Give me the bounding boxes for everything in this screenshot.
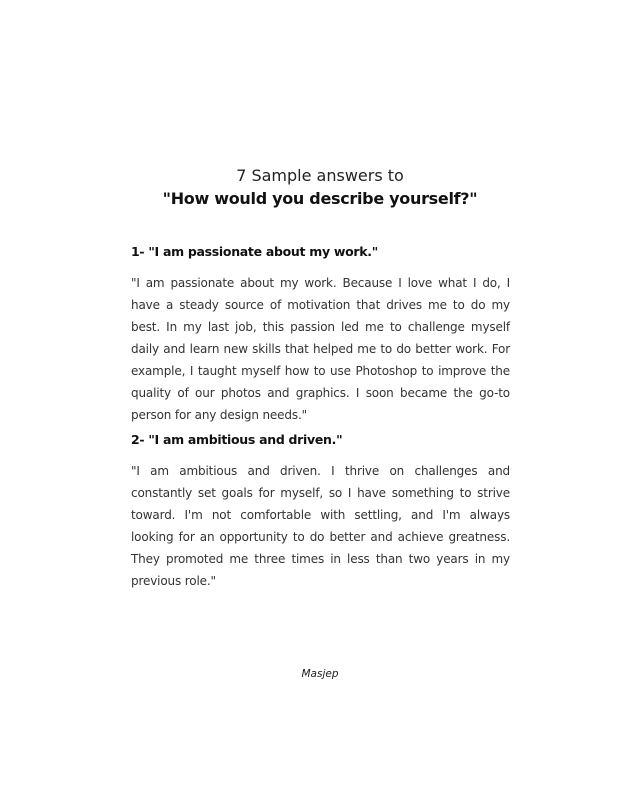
body-line: constantly set goals for myself, so I have something to strive — [131, 486, 510, 500]
answer-heading: 2- "I am ambitious and driven." — [131, 432, 343, 447]
answer-body — [131, 460, 510, 592]
body-line: daily and learn new skills that helped me to do better work. For — [131, 342, 510, 356]
footer-author: Masjep — [301, 668, 339, 680]
body-line: toward. I'm not comfortable with settling, and I'm always — [131, 508, 510, 522]
page-title-line1: 7 Sample answers to — [236, 166, 404, 185]
body-line: have a steady source of motivation that drives me to do my — [131, 298, 510, 312]
body-line: looking for an opportunity to do better and achieve greatness. — [131, 530, 510, 544]
body-line: person for any design needs." — [131, 408, 307, 422]
body-line: previous role." — [131, 574, 216, 588]
body-line: They promoted me three times in less than two years in my — [131, 552, 510, 566]
body-line: best. In my last job, this passion led me to challenge myself — [131, 320, 510, 334]
body-line: "I am ambitious and driven. I thrive on challenges and — [131, 464, 510, 478]
answer-section-2 — [131, 432, 510, 592]
answer-heading: 1- "I am passionate about my work." — [131, 244, 378, 259]
body-line: example, I taught myself how to use Photoshop to improve the — [131, 364, 510, 378]
body-line: "I am passionate about my work. Because I love what I do, I — [131, 276, 510, 290]
page-title-question: "How would you describe yourself?" — [162, 189, 478, 208]
answer-section-1 — [131, 244, 510, 426]
answer-body — [131, 272, 510, 426]
body-line: quality of our photos and graphics. I soon became the go-to — [131, 386, 510, 400]
